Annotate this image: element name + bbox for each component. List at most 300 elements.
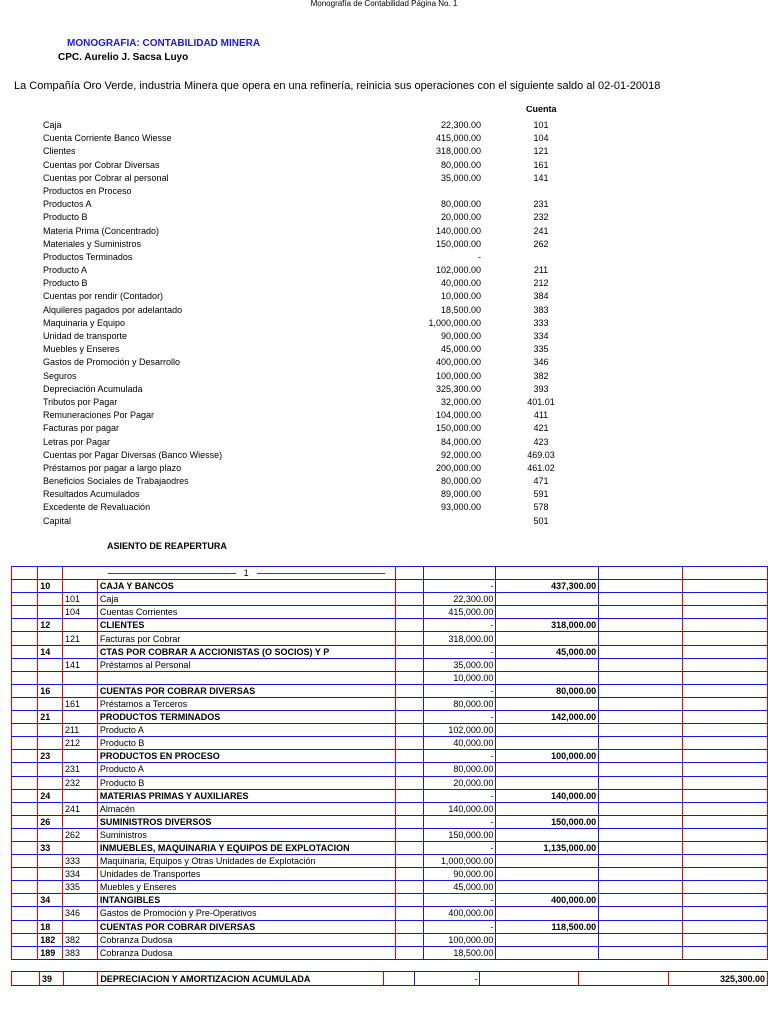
ledger-debit (496, 907, 599, 920)
ledger-account-code: 10 (38, 580, 63, 593)
ledger-blank (395, 711, 424, 724)
account-row (0, 462, 768, 475)
ledger-account-code (38, 737, 63, 750)
account-code: 334 (533, 331, 549, 341)
ledger-blank (395, 658, 424, 671)
ledger-description: SUMINISTROS DIVERSOS (97, 815, 395, 828)
final-account-desc: DEPRECIACION Y AMORTIZACION ACUMULADA (98, 972, 384, 986)
ledger-account-code: 26 (38, 815, 63, 828)
ledger-description: PRODUCTOS TERMINADOS (97, 711, 395, 724)
account-amount: 318,000.00 (435, 146, 481, 157)
ledger-partial: 1,000,000.00 (424, 855, 496, 868)
account-code: 161 (533, 159, 549, 170)
ledger-debit (496, 724, 599, 737)
ledger-description: Maquinaria, Equipos y Otras Unidades de Explotación (97, 855, 395, 868)
account-amount: 35,000.00 (440, 172, 481, 183)
ledger-subaccount-code: 262 (62, 828, 97, 841)
account-row (0, 409, 768, 422)
ledger-partial: 35,000.00 (424, 658, 496, 671)
ledger-detail-row (12, 933, 768, 946)
ledger-debit: 140,000.00 (496, 789, 599, 802)
account-row (0, 436, 768, 449)
account-amount: 104,000.00 (435, 410, 481, 421)
account-amount: 89,000.00 (440, 489, 481, 500)
account-amount: 80,000.00 (440, 199, 481, 210)
ledger-blank (12, 828, 38, 841)
ledger-description: Producto A (97, 724, 395, 737)
account-name: Letras por Pagar (43, 436, 111, 447)
ledger-subaccount-code: 161 (62, 697, 97, 710)
account-row (0, 422, 768, 435)
ledger-debit (496, 671, 599, 684)
ledger-blank (395, 828, 424, 841)
ledger-blank (395, 920, 424, 933)
ledger-account-code: 12 (38, 619, 63, 632)
account-row (0, 356, 768, 369)
account-amount: 100,000.00 (435, 370, 481, 381)
ledger-blank (599, 789, 683, 802)
account-name: Alquileres pagados por adelantado (43, 304, 183, 315)
account-code: 469.03 (527, 449, 555, 460)
account-code: 335 (533, 344, 549, 355)
ledger-blank (12, 894, 38, 907)
ledger-blank (682, 606, 767, 619)
ledger-subaccount-code: 335 (62, 881, 97, 894)
ledger-blank (12, 907, 38, 920)
ledger-partial: - (424, 645, 496, 658)
ledger-subaccount-code (62, 894, 97, 907)
ledger-account-code (38, 802, 63, 815)
ledger-partial: - (424, 815, 496, 828)
account-row (0, 119, 768, 132)
ledger-blank (395, 776, 424, 789)
account-row (0, 330, 768, 343)
ledger-partial: - (424, 580, 496, 593)
ledger-partial: - (424, 894, 496, 907)
account-code: 346 (533, 357, 549, 368)
ledger-detail-row (12, 868, 768, 881)
ledger-subaccount-code: 212 (62, 737, 97, 750)
account-name: Facturas por pagar (43, 423, 120, 434)
ledger-detail-row (12, 724, 768, 737)
ledger-debit: 100,000.00 (496, 750, 599, 763)
ledger-blank (599, 946, 683, 959)
account-name: Materiales y Suministros (43, 238, 142, 249)
ledger-detail-row (12, 802, 768, 815)
ledger-blank (395, 606, 424, 619)
ledger-blank (12, 593, 38, 606)
ledger-blank (395, 724, 424, 737)
ledger-detail-row (12, 881, 768, 894)
ledger-subaccount-code (62, 750, 97, 763)
account-code: 212 (533, 278, 549, 289)
account-row (0, 198, 768, 211)
ledger-partial: 22,300.00 (424, 593, 496, 606)
account-amount: 415,000.00 (435, 133, 481, 144)
ledger-account-code: 34 (38, 894, 63, 907)
account-name: Producto B (43, 212, 88, 223)
ledger-debit (496, 606, 599, 619)
ledger-blank (682, 763, 767, 776)
ledger-blank (682, 841, 767, 854)
ledger-debit: 318,000.00 (496, 619, 599, 632)
ledger-blank (599, 606, 683, 619)
ledger-debit: 437,300.00 (496, 580, 599, 593)
ledger-subaccount-code (62, 920, 97, 933)
ledger-blank (682, 619, 767, 632)
ledger-blank (682, 920, 767, 933)
ledger-debit: 118,500.00 (496, 920, 599, 933)
ledger-group-row (12, 645, 768, 658)
account-amount: 92,000.00 (440, 449, 481, 460)
ledger-blank (599, 815, 683, 828)
ledger-account-code (38, 671, 63, 684)
ledger-blank (682, 946, 767, 959)
ledger-group-row (12, 841, 768, 854)
ledger-account-code (38, 907, 63, 920)
ledger-debit (496, 593, 599, 606)
ledger-description: Caja (97, 593, 395, 606)
ledger-subaccount-code (62, 711, 97, 724)
ledger-blank (682, 815, 767, 828)
ledger-partial: 18,500.00 (424, 946, 496, 959)
cuenta-column-header: Cuenta (526, 106, 557, 112)
account-code: 382 (533, 370, 549, 381)
ledger-description: CUENTAS POR COBRAR DIVERSAS (97, 920, 395, 933)
ledger-blank (12, 841, 38, 854)
account-code: 471 (533, 476, 549, 487)
ledger-partial: - (424, 711, 496, 724)
account-row (0, 238, 768, 251)
account-row (0, 396, 768, 409)
intro-paragraph: La Compañía Oro Verde, industria Minera que opera en una refinería, reinicia sus operaciones con el siguiente saldo al 02-01-20018 (14, 80, 661, 92)
account-row (0, 383, 768, 396)
ledger-blank (599, 855, 683, 868)
ledger-account-code (38, 593, 63, 606)
ledger-blank (599, 619, 683, 632)
ledger-description: Producto A (97, 763, 395, 776)
account-row (0, 343, 768, 356)
ledger-blank (12, 933, 38, 946)
account-row (0, 290, 768, 303)
ledger-group-row (12, 684, 768, 697)
ledger-blank (599, 671, 683, 684)
account-amount: 93,000.00 (440, 502, 481, 513)
account-code: 578 (533, 502, 549, 513)
ledger-group-row (12, 815, 768, 828)
ledger-blank (395, 737, 424, 750)
ledger-blank (682, 671, 767, 684)
ledger-description: Facturas por Cobrar (97, 632, 395, 645)
ledger-partial: 150,000.00 (424, 828, 496, 841)
ledger-blank (12, 789, 38, 802)
ledger-blank (682, 789, 767, 802)
ledger-partial: - (424, 920, 496, 933)
ledger-blank (682, 855, 767, 868)
opening-balance-list (0, 119, 768, 528)
account-row (0, 488, 768, 501)
ledger-blank (395, 697, 424, 710)
ledger-blank (599, 632, 683, 645)
ledger-debit (496, 933, 599, 946)
ledger-blank (395, 789, 424, 802)
ledger-detail-row (12, 907, 768, 920)
account-code: 211 (533, 265, 549, 276)
ledger-blank (395, 933, 424, 946)
account-amount: 32,000.00 (440, 396, 481, 407)
ledger-detail-row (12, 632, 768, 645)
account-row (0, 449, 768, 462)
ledger-subaccount-code (62, 684, 97, 697)
ledger-subaccount-code: 104 (62, 606, 97, 619)
ledger-subaccount-code: 232 (62, 776, 97, 789)
ledger-subaccount-code: 334 (62, 868, 97, 881)
ledger-description: Unidades de Transportes (97, 868, 395, 881)
ledger-blank (12, 868, 38, 881)
ledger-debit (496, 737, 599, 750)
ledger-partial: - (424, 619, 496, 632)
account-name: Capital (43, 515, 72, 526)
account-name: Excedente de Revaluación (43, 502, 151, 513)
ledger-blank (12, 645, 38, 658)
ledger-blank (12, 606, 38, 619)
ledger-blank (12, 763, 38, 776)
ledger-blank (599, 750, 683, 763)
account-row (0, 159, 768, 172)
ledger-blank (682, 737, 767, 750)
ledger-description: Cobranza Dudosa (97, 946, 395, 959)
account-row (0, 132, 768, 145)
reopening-entry-table (11, 566, 768, 960)
ledger-detail-row (12, 658, 768, 671)
ledger-account-code (38, 855, 63, 868)
ledger-blank (682, 881, 767, 894)
account-amount: 10,000.00 (440, 291, 481, 302)
ledger-blank (12, 580, 38, 593)
ledger-blank (682, 580, 767, 593)
ledger-subaccount-code (62, 580, 97, 593)
ledger-debit (496, 946, 599, 959)
ledger-blank (682, 776, 767, 789)
account-name: Cuentas por Cobrar Diversas (43, 159, 160, 170)
account-row (0, 370, 768, 383)
ledger-account-code (38, 724, 63, 737)
ledger-group-row (12, 580, 768, 593)
ledger-blank (682, 750, 767, 763)
ledger-partial: - (424, 789, 496, 802)
ledger-blank (12, 724, 38, 737)
account-code: 591 (533, 489, 549, 500)
ledger-account-code: 21 (38, 711, 63, 724)
account-amount: 40,000.00 (440, 278, 481, 289)
ledger-blank (12, 946, 38, 959)
ledger-description: Producto B (97, 737, 395, 750)
account-amount: 45,000.00 (440, 344, 481, 355)
account-name: Cuentas por Pagar Diversas (Banco Wiesse) (43, 449, 223, 460)
ledger-blank (599, 868, 683, 881)
ledger-detail-row (12, 737, 768, 750)
ledger-partial: 140,000.00 (424, 802, 496, 815)
ledger-blank (682, 658, 767, 671)
ledger-account-code (38, 658, 63, 671)
account-name: Productos en Proceso (43, 185, 132, 196)
account-row (0, 317, 768, 330)
ledger-subaccount-code (62, 645, 97, 658)
ledger-blank (395, 815, 424, 828)
ledger-description: INMUEBLES, MAQUINARIA Y EQUIPOS DE EXPLOTACION (97, 841, 395, 854)
ledger-description: Muebles y Enseres (97, 881, 395, 894)
account-amount: 84,000.00 (440, 436, 481, 447)
asiento-title: ASIENTO DE REAPERTURA (107, 541, 227, 551)
ledger-partial: - (424, 684, 496, 697)
ledger-group-row (12, 894, 768, 907)
ledger-account-code: 182 (38, 933, 63, 946)
ledger-account-code: 189 (38, 946, 63, 959)
ledger-blank (395, 946, 424, 959)
account-name: Cuenta Corriente Banco Wiesse (43, 133, 172, 144)
ledger-account-code (38, 606, 63, 619)
account-code: 423 (533, 436, 549, 447)
account-code: 101 (533, 120, 549, 130)
ledger-blank (599, 658, 683, 671)
ledger-debit: 1,135,000.00 (496, 841, 599, 854)
ledger-partial: 102,000.00 (424, 724, 496, 737)
ledger-description: MATERIAS PRIMAS Y AUXILIARES (97, 789, 395, 802)
account-row (0, 145, 768, 158)
account-amount: 18,500.00 (440, 304, 481, 315)
account-amount: 150,000.00 (435, 238, 481, 249)
ledger-description: CTAS POR COBRAR A ACCIONISTAS (O SOCIOS) Y P (97, 645, 395, 658)
ledger-debit (496, 763, 599, 776)
account-row (0, 251, 768, 264)
ledger-blank (12, 920, 38, 933)
ledger-debit (496, 881, 599, 894)
account-row (0, 185, 768, 198)
account-code: 421 (533, 423, 549, 434)
account-name: Clientes (43, 146, 76, 157)
account-row (0, 501, 768, 514)
account-amount: 140,000.00 (435, 225, 481, 236)
ledger-detail-row (12, 763, 768, 776)
final-entry-table (11, 971, 768, 986)
ledger-account-code (38, 763, 63, 776)
ledger-subaccount-code: 241 (62, 802, 97, 815)
ledger-description: CUENTAS POR COBRAR DIVERSAS (97, 684, 395, 697)
account-code: 262 (533, 238, 549, 249)
ledger-subaccount-code: 382 (62, 933, 97, 946)
account-amount: 80,000.00 (440, 476, 481, 487)
ledger-blank (12, 619, 38, 632)
ledger-blank (395, 868, 424, 881)
account-name: Materia Prima (Concentrado) (43, 225, 160, 236)
ledger-partial: 80,000.00 (424, 697, 496, 710)
ledger-header-row (12, 567, 768, 580)
page-header: Monografía de Contabilidad Página No. 1 (310, 0, 458, 8)
ledger-blank (599, 737, 683, 750)
ledger-account-code: 16 (38, 684, 63, 697)
ledger-blank (599, 593, 683, 606)
final-account-code: 39 (40, 972, 64, 986)
ledger-detail-row (12, 828, 768, 841)
account-name: Producto B (43, 278, 88, 289)
ledger-detail-row (12, 606, 768, 619)
ledger-blank (599, 894, 683, 907)
ledger-partial: 400,000.00 (424, 907, 496, 920)
ledger-debit: 150,000.00 (496, 815, 599, 828)
account-name: Producto A (43, 265, 88, 276)
ledger-blank (682, 632, 767, 645)
ledger-debit: 80,000.00 (496, 684, 599, 697)
account-amount: 1,000,000.00 (428, 317, 481, 328)
ledger-subaccount-code: 231 (62, 763, 97, 776)
ledger-subaccount-code: 333 (62, 855, 97, 868)
ledger-partial: 40,000.00 (424, 737, 496, 750)
ledger-blank (12, 802, 38, 815)
ledger-partial: 90,000.00 (424, 868, 496, 881)
ledger-partial: 415,000.00 (424, 606, 496, 619)
ledger-blank (12, 881, 38, 894)
ledger-blank (12, 658, 38, 671)
account-row (0, 515, 768, 528)
ledger-account-code (38, 776, 63, 789)
account-amount: 80,000.00 (440, 159, 481, 170)
ledger-partial: 80,000.00 (424, 763, 496, 776)
ledger-description: CAJA Y BANCOS (97, 580, 395, 593)
ledger-blank (682, 894, 767, 907)
ledger-blank (682, 697, 767, 710)
ledger-subaccount-code: 211 (62, 724, 97, 737)
ledger-blank (395, 671, 424, 684)
ledger-blank (599, 802, 683, 815)
ledger-debit (496, 632, 599, 645)
ledger-group-row (12, 789, 768, 802)
ledger-blank (395, 684, 424, 697)
ledger-blank (395, 619, 424, 632)
ledger-subaccount-code: 141 (62, 658, 97, 671)
account-name: Muebles y Enseres (43, 344, 120, 355)
ledger-blank (599, 697, 683, 710)
account-name: Beneficios Sociales de Trabajaodres (43, 476, 189, 487)
ledger-partial: 10,000.00 (424, 671, 496, 684)
ledger-subaccount-code (62, 815, 97, 828)
ledger-description: Cuentas Corrientes (97, 606, 395, 619)
account-code: 104 (533, 133, 549, 144)
account-code: 383 (533, 304, 549, 315)
ledger-account-code (38, 697, 63, 710)
ledger-description: PRODUCTOS EN PROCESO (97, 750, 395, 763)
ledger-account-code: 23 (38, 750, 63, 763)
ledger-blank (395, 593, 424, 606)
ledger-debit (496, 828, 599, 841)
ledger-blank (395, 645, 424, 658)
ledger-subaccount-code (62, 841, 97, 854)
ledger-blank (599, 907, 683, 920)
ledger-blank (682, 645, 767, 658)
ledger-blank (682, 593, 767, 606)
ledger-account-code: 24 (38, 789, 63, 802)
ledger-blank (12, 737, 38, 750)
author-name: CPC. Aurelio J. Sacsa Luyo (58, 52, 189, 63)
account-name: Productos Terminados (43, 251, 133, 262)
account-name: Depreciación Acumulada (43, 383, 143, 394)
ledger-blank (682, 868, 767, 881)
ledger-blank (395, 763, 424, 776)
account-name: Seguros (43, 370, 77, 381)
ledger-account-code (38, 828, 63, 841)
ledger-blank (599, 881, 683, 894)
account-code: 232 (533, 212, 549, 223)
ledger-blank (599, 776, 683, 789)
